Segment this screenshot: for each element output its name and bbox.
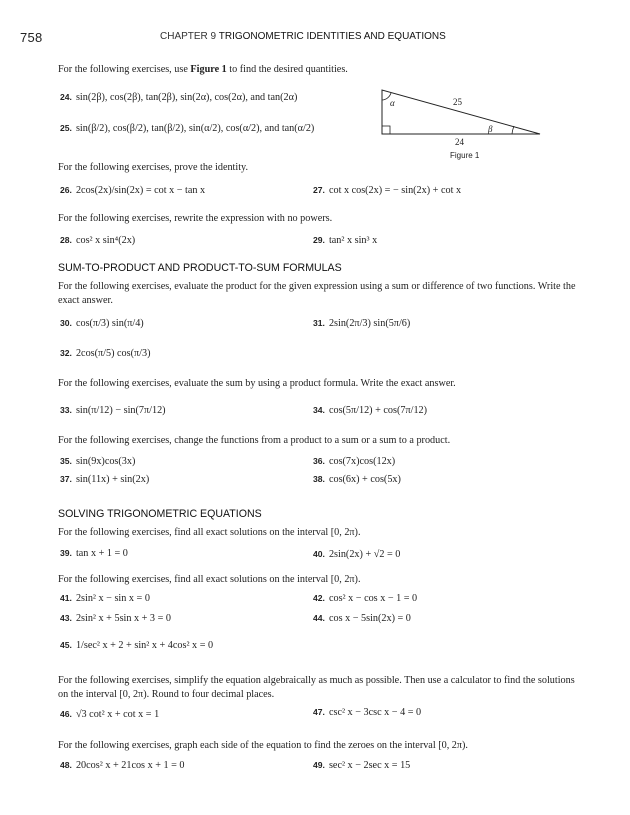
exercise-28 — [60, 235, 135, 246]
exercise-number: 45. — [60, 640, 72, 650]
prove-instruction: For the following exercises, prove the identity. — [58, 162, 249, 173]
exercise-text: 2cos(2x)/sin(2x) = cot x − tan x — [75, 185, 206, 196]
exercise-text: 2sin(2x) + √2 = 0 — [328, 549, 401, 560]
exercise-text: csc² x − 3csc x − 4 = 0 — [328, 707, 422, 718]
section2-instruction-3: For the following exercises, simplify the equation algebraically as much as possible. Then use a calculator to find the solutions on the interval [0, 2π). Round to four decimal places. — [58, 675, 575, 700]
exercise-42 — [313, 593, 417, 604]
section1-instruction-2: For the following exercises, evaluate the sum by using a product formula. Write the exact answer. — [58, 378, 456, 389]
angle-beta-label: β — [488, 124, 493, 134]
exercise-number: 28. — [60, 235, 72, 245]
exercise-number: 30. — [60, 318, 72, 328]
hypotenuse-label: 25 — [453, 97, 462, 107]
exercise-text: cos(π/3) sin(π/4) — [75, 318, 144, 329]
exercise-text: sec² x − 2sec x = 15 — [328, 760, 411, 771]
exercise-40 — [313, 549, 400, 560]
exercise-text: 2sin² x − sin x = 0 — [75, 593, 150, 604]
exercise-number: 40. — [313, 549, 325, 559]
exercise-48 — [60, 760, 185, 771]
exercise-number: 25. — [60, 123, 72, 133]
exercise-text: sin(2β), cos(2β), tan(2β), sin(2α), cos(2α), and tan(2α) — [75, 92, 298, 103]
exercise-number: 35. — [60, 456, 72, 466]
exercise-number: 29. — [313, 235, 325, 245]
exercise-24 — [60, 92, 297, 103]
exercise-number: 33. — [60, 405, 72, 415]
exercise-number: 49. — [313, 760, 325, 770]
intro-text-a: For the following exercises, use — [58, 64, 191, 75]
exercise-text: cos² x sin⁴(2x) — [75, 235, 136, 246]
exercise-35 — [60, 456, 135, 467]
exercise-text: sin(π/12) − sin(7π/12) — [75, 405, 166, 416]
base-label: 24 — [455, 137, 464, 147]
exercise-number: 24. — [60, 92, 72, 102]
exercise-text: cos² x − cos x − 1 = 0 — [328, 593, 418, 604]
exercise-number: 26. — [60, 185, 72, 195]
exercise-number: 42. — [313, 593, 325, 603]
section1-instruction: For the following exercises, evaluate the product for the given expression using a sum or difference of two functions. Write the exact answer. — [58, 281, 576, 306]
exercise-number: 31. — [313, 318, 325, 328]
exercise-text: cos x − 5sin(2x) = 0 — [328, 613, 411, 624]
exercise-text: 1/sec² x + 2 + sin² x + 4cos² x = 0 — [75, 640, 214, 651]
exercise-text: cot x cos(2x) = − sin(2x) + cot x — [328, 185, 462, 196]
exercise-45 — [60, 640, 213, 651]
section2-instruction: For the following exercises, find all exact solutions on the interval [0, 2π). — [58, 527, 361, 538]
exercise-number: 39. — [60, 548, 72, 558]
exercise-text: sin(β/2), cos(β/2), tan(β/2), sin(α/2), cos(α/2), and tan(α/2) — [75, 123, 315, 134]
exercise-number: 48. — [60, 760, 72, 770]
exercise-text: sin(9x)cos(3x) — [75, 456, 136, 467]
exercise-31 — [313, 318, 410, 329]
exercise-text: cos(5π/12) + cos(7π/12) — [328, 405, 428, 416]
section2-instruction-4: For the following exercises, graph each side of the equation to find the zeroes on the interval [0, 2π). — [58, 740, 468, 751]
exercise-text: tan² x sin³ x — [328, 235, 378, 246]
chapter-label: CHAPTER 9 — [160, 31, 217, 42]
exercise-number: 38. — [313, 474, 325, 484]
figure-caption: Figure 1 — [450, 151, 480, 160]
exercise-text: tan x + 1 = 0 — [75, 548, 128, 559]
exercise-number: 41. — [60, 593, 72, 603]
exercise-25 — [60, 123, 314, 134]
exercise-39 — [60, 548, 128, 559]
exercise-26 — [60, 185, 205, 196]
exercise-number: 43. — [60, 613, 72, 623]
exercise-47 — [313, 707, 421, 718]
exercise-number: 34. — [313, 405, 325, 415]
exercise-33 — [60, 405, 166, 416]
exercise-number: 44. — [313, 613, 325, 623]
exercise-41 — [60, 593, 150, 604]
angle-alpha-label: α — [390, 98, 395, 108]
exercise-text: 2sin(2π/3) sin(5π/6) — [328, 318, 411, 329]
chapter-title: TRIGONOMETRIC IDENTITIES AND EQUATIONS — [218, 31, 446, 42]
exercise-number: 37. — [60, 474, 72, 484]
page-number: 758 — [20, 30, 43, 45]
exercise-38 — [313, 474, 401, 485]
exercise-number: 46. — [60, 709, 72, 719]
exercise-36 — [313, 456, 395, 467]
exercise-text: 20cos² x + 21cos x + 1 = 0 — [75, 760, 185, 771]
exercise-text: 2cos(π/5) cos(π/3) — [75, 348, 151, 359]
section-heading-solving: SOLVING TRIGONOMETRIC EQUATIONS — [58, 508, 262, 520]
exercise-30 — [60, 318, 144, 329]
exercise-46 — [60, 709, 159, 720]
exercise-37 — [60, 474, 149, 485]
powers-instruction: For the following exercises, rewrite the expression with no powers. — [58, 213, 333, 224]
exercise-43 — [60, 613, 171, 624]
exercise-27 — [313, 185, 461, 196]
exercise-44 — [313, 613, 411, 624]
exercise-text: sin(11x) + sin(2x) — [75, 474, 150, 485]
exercise-49 — [313, 760, 410, 771]
exercise-text: cos(6x) + cos(5x) — [328, 474, 401, 485]
exercise-29 — [313, 235, 377, 246]
section2-instruction-2: For the following exercises, find all exact solutions on the interval [0, 2π). — [58, 574, 361, 585]
exercise-text: √3 cot² x + cot x = 1 — [75, 709, 160, 720]
intro-text-b: to find the desired quantities. — [226, 64, 348, 75]
section-heading-sum-product: SUM-TO-PRODUCT AND PRODUCT-TO-SUM FORMULAS — [58, 262, 342, 274]
intro-figure-ref: Figure 1 — [190, 64, 227, 75]
exercise-34 — [313, 405, 427, 416]
exercise-text: 2sin² x + 5sin x + 3 = 0 — [75, 613, 171, 624]
exercise-number: 47. — [313, 707, 325, 717]
exercise-number: 36. — [313, 456, 325, 466]
exercise-number: 32. — [60, 348, 72, 358]
chapter-header — [160, 31, 446, 42]
exercise-text: cos(7x)cos(12x) — [328, 456, 396, 467]
exercise-32 — [60, 348, 150, 359]
exercise-number: 27. — [313, 185, 325, 195]
section1-instruction-3: For the following exercises, change the functions from a product to a sum or a sum to a product. — [58, 435, 451, 446]
intro-instruction — [58, 64, 348, 75]
